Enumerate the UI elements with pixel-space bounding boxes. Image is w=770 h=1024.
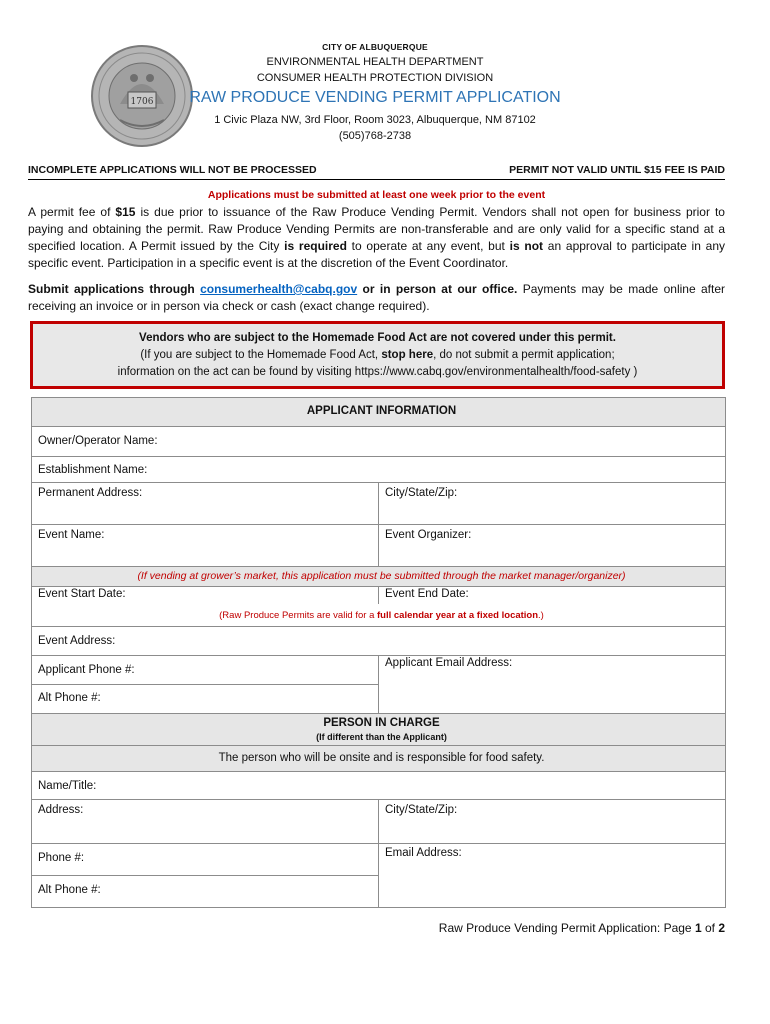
pic-city-state-zip-field[interactable]: City/State/Zip:: [378, 800, 725, 843]
alt-phone-row[interactable]: [32, 684, 378, 713]
event-row: [32, 524, 725, 566]
pic-alt-phone-row[interactable]: [32, 875, 378, 907]
warning-line-1: Vendors who are subject to the Homemade Food Act are not covered under this permit.: [139, 332, 616, 344]
divider: [28, 179, 725, 180]
growers-note: (If vending at grower’s market, this application must be submitted through the market manager/organizer): [137, 570, 626, 582]
department-name: ENVIRONMENTAL HEALTH DEPARTMENT: [266, 56, 484, 68]
pic-email-field[interactable]: Email Address:: [378, 844, 725, 907]
permanent-address-row: [32, 482, 725, 524]
event-address-label: Event Address:: [38, 635, 116, 647]
event-organizer-field[interactable]: Event Organizer:: [378, 525, 725, 566]
pic-phone-row: [32, 843, 725, 875]
division-name: CONSUMER HEALTH PROTECTION DIVISION: [256, 72, 494, 84]
city-state-zip-field[interactable]: City/State/Zip:: [378, 483, 725, 524]
applicant-heading: APPLICANT INFORMATION: [306, 405, 457, 417]
pic-heading-row: [32, 713, 725, 745]
owner-row[interactable]: [32, 426, 725, 456]
validity-note: (Raw Produce Permits are valid for a full calendar year at a fixed location.): [219, 610, 544, 621]
event-name-field[interactable]: Event Name:: [38, 529, 105, 541]
pic-address-row: [32, 799, 725, 843]
application-form: [31, 397, 726, 908]
event-end-field[interactable]: Event End Date:: [378, 587, 725, 604]
submit-paragraph: Submit applications through consumerhealth@cabq.gov or in person at our office. Payments may be made online after receiving an invoice or in person via check or cash (exact change required).: [28, 282, 725, 313]
fee-paragraph: A permit fee of $15 is due prior to issuance of the Raw Produce Vending Permit. Vendors shall not open for business prior to paying and obtaining the permit. Raw Produce Vending Permits are non-transferable and are only valid for a specific stand at a specified location. A Permit issued by the City is required to operate at any event, but is not an approval to participate in any specific event. Participation in a specific event is at the discretion of the Event Coordinator.: [28, 205, 725, 270]
office-address: 1 Civic Plaza NW, 3rd Floor, Room 3023, Albuquerque, NM 87102: [214, 114, 536, 126]
establishment-row[interactable]: [32, 456, 725, 482]
owner-label: Owner/Operator Name:: [38, 435, 158, 447]
office-phone: (505)768-2738: [338, 130, 412, 142]
alt-phone-label: Alt Phone #:: [38, 692, 101, 704]
pic-name-label: Name/Title:: [38, 780, 97, 792]
deadline-notice: Applications must be submitted at least one week prior to the event: [207, 189, 546, 201]
page-footer: Raw Produce Vending Permit Application: Page 1 of 2: [438, 921, 725, 935]
fee-notice: PERMIT NOT VALID UNTIL $15 FEE IS PAID: [509, 164, 725, 176]
pic-phone-field[interactable]: Phone #:: [38, 852, 85, 864]
pic-address-field[interactable]: Address:: [38, 804, 84, 816]
permanent-address-field[interactable]: Permanent Address:: [38, 487, 143, 499]
email-link[interactable]: consumerhealth@cabq.gov: [200, 282, 358, 296]
event-start-field[interactable]: Event Start Date:: [38, 588, 126, 600]
applicant-heading-row: [32, 398, 725, 426]
applicant-email-field[interactable]: Applicant Email Address:: [378, 656, 725, 713]
warning-line-3: information on the act can be found by visiting https://www.cabq.gov/environmentalhealth/food-safety ): [117, 366, 638, 378]
warning-line-2: (If you are subject to the Homemade Food Act, stop here, do not submit a permit application;: [140, 349, 615, 361]
establishment-label: Establishment Name:: [38, 464, 148, 476]
form-title: RAW PRODUCE VENDING PERMIT APPLICATION: [189, 89, 561, 106]
event-dates-row: [32, 586, 725, 626]
pic-name-row[interactable]: [32, 771, 725, 799]
applicant-phone-field[interactable]: Applicant Phone #:: [38, 664, 135, 676]
city-seal-logo: [90, 44, 194, 148]
applicant-phone-row: [32, 655, 725, 684]
pic-alt-phone-label: Alt Phone #:: [38, 884, 101, 896]
growers-note-row: [32, 566, 725, 586]
pic-description-row: [32, 745, 725, 771]
pic-heading: PERSON IN CHARGE (If different than the Applicant): [316, 717, 447, 742]
homemade-food-warning: [30, 321, 725, 389]
svg-text:1706: 1706: [130, 97, 154, 107]
city-name: CITY OF ALBUQUERQUE: [322, 42, 428, 52]
incomplete-notice: INCOMPLETE APPLICATIONS WILL NOT BE PROCESSED: [28, 164, 317, 176]
event-address-row[interactable]: [32, 626, 725, 655]
pic-description: The person who will be onsite and is responsible for food safety.: [218, 752, 545, 764]
